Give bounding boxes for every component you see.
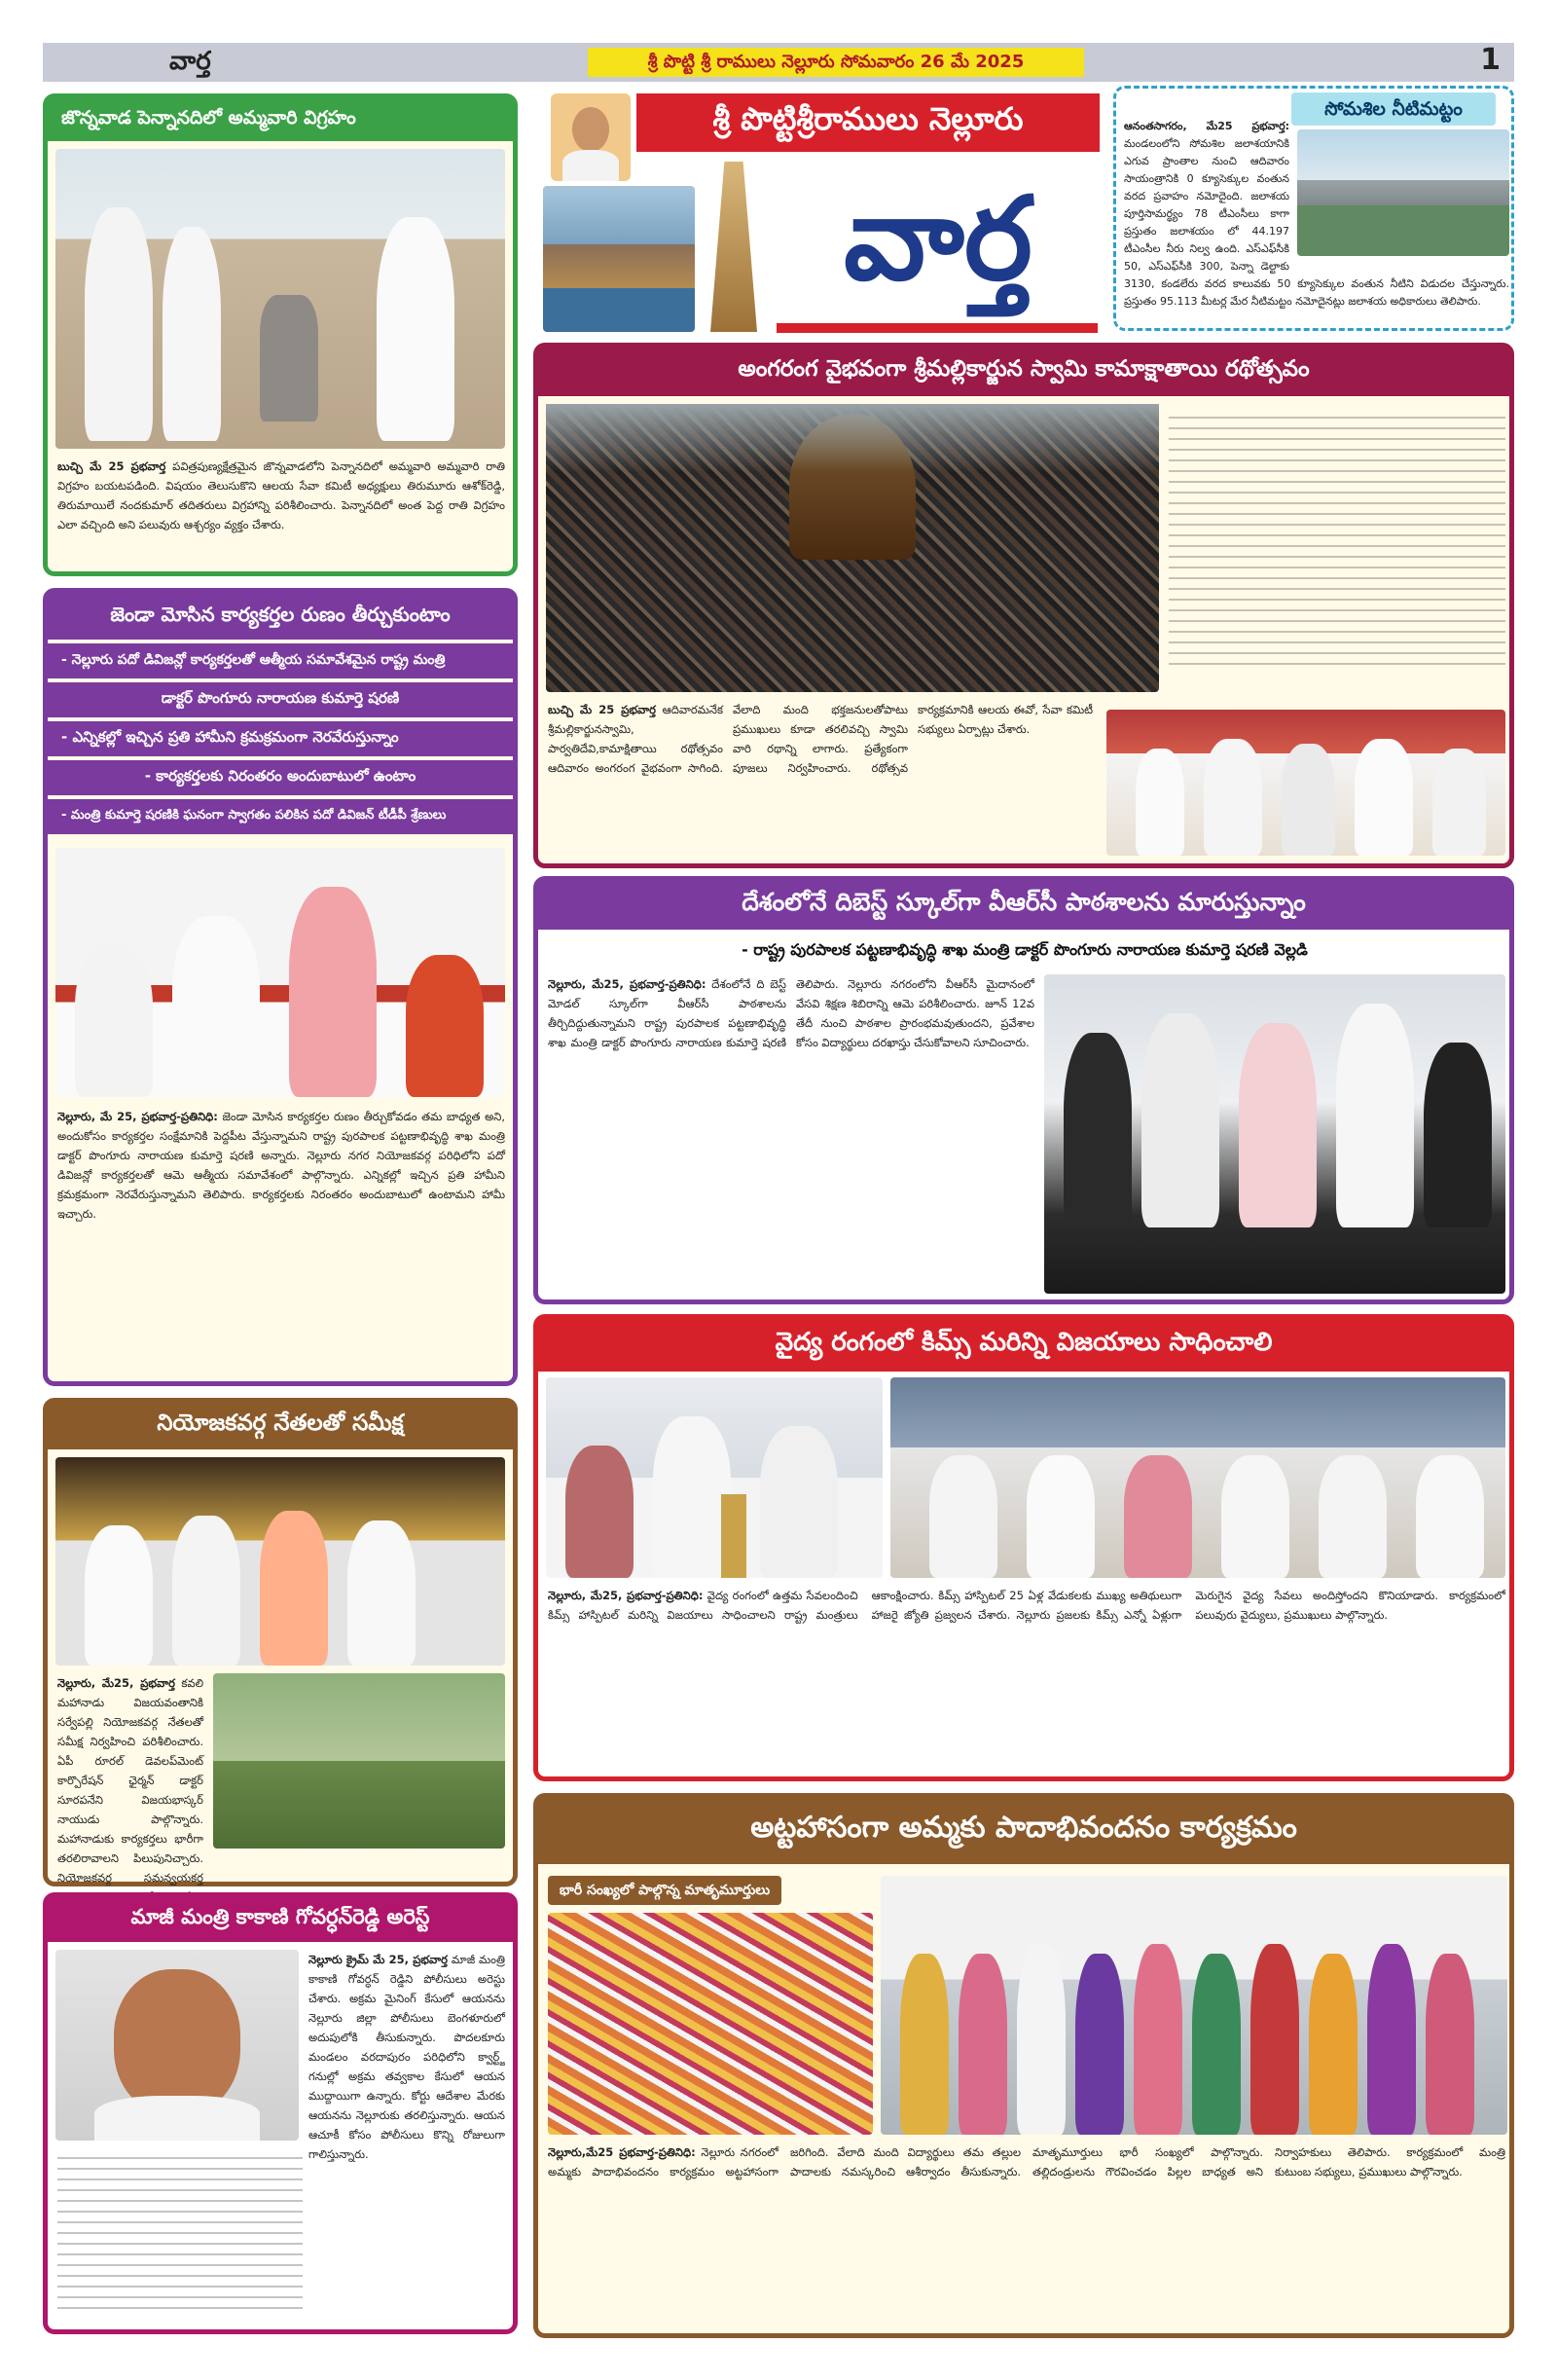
story-janda-body: జెండా మోసిన కార్యకర్తల రుణం తీర్చుకోవడం తమ బాధ్యత అని, అందుకోసం కార్యకర్తల సంక్షేమానికి పెద్దపీట వేస్తున్నామని రాష్ట్ర పురపాలక పట్టణాభివృద్ధి శాఖ మంత్రి డాక్టర్ పొంగూరు నారాయణ కుమార్తె షరణి అన్నారు. నెల్లూరు నగర నియోజకవర్గ పరిధిలోని పదో డివిజన్లో కార్యకర్తలతో ఆమె ఆత్మీయ సమావేశంలో పాల్గొన్నారు. ఎన్నికల్లో ఇచ్చిన ప్రతి హామీని క్రమక్రమంగా నెరవేరుస్తున్నామని తెలిపారు. కార్యకర్తలకు నిరంతరం అందుబాటులో ఉంటామని హామీ ఇచ్చారు. — [57, 1110, 506, 1221]
story-idol-lead: బుచ్చి మే 25 ప్రభవార్త — [57, 459, 166, 473]
story-review — [43, 1398, 518, 1886]
story-mothers — [533, 1793, 1514, 2338]
story-somasila — [1113, 86, 1514, 331]
story-mothers-headline: అట్టహాసంగా అమ్మకు పాదాభివందనం కార్యక్రమం — [538, 1798, 1509, 1864]
story-kims — [533, 1314, 1514, 1781]
story-idol-photo — [55, 149, 505, 449]
story-mothers-lead: నెల్లూరు,మే25 ప్రభవార్త-ప్రతినిధి: — [548, 2145, 696, 2159]
story-janda-text — [57, 1107, 505, 1381]
man-right — [377, 217, 454, 441]
story-arrest-headline: మాజీ మంత్రి కాకాణి గోవర్ధన్‌రెడ్డి అరెస్ట్ — [48, 1897, 513, 1942]
page-top-bar — [43, 43, 1514, 82]
man-mid — [163, 227, 221, 441]
masthead-collage — [543, 186, 695, 332]
story-arrest-lower-lines — [57, 2148, 303, 2329]
story-arrest-photo — [55, 1950, 299, 2141]
story-kims-headline: వైద్య రంగంలో కిమ్స్ మరిన్ని విజయాలు సాధించాలి — [538, 1319, 1509, 1372]
janda-bullet-3: - ఎన్నికల్లో ఇచ్చిన ప్రతి హామీని క్రమక్రమంగా నెరవేరుస్తున్నాం — [48, 721, 513, 756]
janda-bullet-4: - కార్యకర్తలకు నిరంతరం అందుబాటులో ఉంటాం — [48, 760, 513, 795]
story-arrest — [43, 1892, 518, 2334]
man-left — [85, 207, 153, 441]
story-chariot-headline: అంగరంగ వైభవంగా శ్రీమల్లికార్జున స్వామి కామాక్షాతాయి రథోత్సవం — [538, 348, 1509, 396]
story-janda-bullets — [48, 643, 513, 838]
story-kims-text — [548, 1586, 1505, 1776]
story-janda-lead: నెల్లూరు, మే 25, ప్రభవార్త-ప్రతినిధి: — [57, 1110, 218, 1123]
masthead-logo: వార్త — [844, 170, 1032, 306]
story-school-text — [548, 974, 1034, 1296]
masthead-underline — [777, 323, 1098, 333]
story-review-photo-stage — [55, 1457, 505, 1666]
story-janda-photo — [55, 848, 505, 1097]
masthead-portrait — [551, 93, 631, 181]
story-kims-photo-seated — [890, 1377, 1505, 1578]
story-kims-lead: నెల్లూరు, మే25, ప్రభవార్త-ప్రతినిధి: — [548, 1589, 704, 1602]
story-review-text — [57, 1673, 203, 1885]
story-mothers-photo-crowd — [548, 1913, 873, 2135]
story-somasila-text — [1124, 118, 1509, 326]
dam-photo — [1297, 129, 1509, 256]
masthead-district-band — [636, 93, 1100, 152]
story-school-subhead: - రాష్ట్ర పురపాలక పట్టణాభివృద్ధి శాఖ మంత్రి డాక్టర్ పొంగూరు నారాయణ కుమార్తె షరణి వెల్లడి — [742, 940, 1308, 959]
story-mothers-tag: భారీ సంఖ్యలో పాల్గొన్న మాతృమూర్తులు — [548, 1876, 781, 1905]
story-arrest-lead: నెల్లూరు క్రైమ్ మే 25, ప్రభవార్త — [308, 1953, 448, 1966]
story-school-lead: నెల్లూరు, మే25, ప్రభవార్త-ప్రతినిధి: — [548, 977, 706, 991]
story-idol-text — [57, 457, 505, 571]
story-mothers-text — [548, 2142, 1505, 2333]
story-idol-headline: జొన్నవాడ పెన్నానదిలో అమ్మవారి విగ్రహం — [48, 98, 513, 141]
story-kims-body: వైద్య రంగంలో ఉత్తమ సేవలందించి కిమ్స్ హాస్పిటల్ మరిన్ని విజయాలు సాధించాలని రాష్ట్ర మంత్రులు ఆకాంక్షించారు. కిమ్స్ హాస్పిటల్ 25 ఏళ్ల వేడుకలకు ముఖ్య అతిథులుగా హాజరై జ్యోతి ప్రజ్వలన చేశారు. నెల్లూరు ప్రజలకు కిమ్స్ ఎన్నో ఏళ్లుగా మెరుగైన వైద్య సేవలు అందిస్తోందని కొనియాడారు. కార్యక్రమంలో పలువురు వైద్యులు, ప్రముఖులు పాల్గొన్నారు. — [548, 1589, 1505, 1622]
story-somasila-headline: సోమశిల నీటిమట్టం — [1291, 92, 1496, 126]
story-chariot — [533, 343, 1514, 868]
story-review-body: కవలి మహానాడు విజయవంతానికి సర్వేపల్లి నియోజకవర్గ నేతలతో సమీక్ష నిర్వహించి పరిశీలించారు. ఏపీ రూరల్ డెవలప్‌మెంట్ కార్పొరేషన్ ఛైర్మన్ డాక్టర్ సూరపనేని విజయభాస్కర్ నాయుడు పాల్గొన్నారు. మహానాడుకు కార్యకర్తలు భారీగా తరలిరావాలని పిలుపునిచ్చారు. నియోజకవర్గ సమన్వయకర్త — [57, 1676, 203, 1885]
story-mothers-body: నెల్లూరు నగరంలో అమ్మకు పాదాభివందనం కార్యక్రమం అట్టహాసంగా జరిగింది. వేలాది మంది విద్యార్థులు తమ తల్లుల పాదాలకు నమస్కరించి ఆశీర్వాదం తీసుకున్నారు. మాతృమూర్తులు భారీ సంఖ్యలో పాల్గొన్నారు. తల్లిదండ్రులను గౌరవించడం పిల్లల బాధ్యత అని నిర్వాహకులు తెలిపారు. కార్యక్రమంలో మంత్రి కుటుంబ సభ్యులు, ప్రముఖులు పాల్గొన్నారు. — [548, 2145, 1505, 2179]
story-kims-photo-lamp — [546, 1377, 883, 1578]
story-school-headline: దేశంలోనే దిబెస్ట్ స్కూల్‌గా వీఆర్‌సీ పాఠశాలను మారుస్తున్నాం — [538, 881, 1509, 930]
masthead — [533, 93, 1100, 339]
masthead-temple — [710, 162, 757, 332]
story-chariot-text — [548, 700, 1093, 861]
story-janda-headline: జెండా మోసిన కార్యకర్తల రుణం తీర్చుకుంటాం — [48, 593, 513, 640]
story-review-headline: నియోజకవర్గ నేతలతో సమీక్ష — [48, 1403, 513, 1449]
story-school-photo — [1044, 974, 1505, 1294]
story-chariot-body: ఆదివారమనేక శ్రీమల్లికార్జునస్వామి, పార్వతిదేవి,కామాక్షితాయి రథోత్సవం ఆదివారం అంగరంగ వైభవంగా సాగింది. వేలాది మంది భక్తజనులతోపాటు ప్రముఖులు కూడా తరలివచ్చి స్వామి వారి రథాన్ని లాగారు. ప్రత్యేకంగా పూజలు నిర్వహించారు. రథోత్సవ కార్యక్రమానికి ఆలయ ఈవో, సేవా కమిటీ సభ్యులు ఏర్పాట్లు చేశారు. — [548, 703, 1093, 775]
story-review-lead: నెల్లూరు, మే25, ప్రభవార్త — [57, 1676, 175, 1690]
story-chariot-photo-crowd — [546, 404, 1159, 692]
idol-stone — [260, 295, 318, 421]
story-arrest-body: మాజీ మంత్రి కాకాణి గోవర్ధన్ రెడ్డిని పోలీసులు అరెస్టు చేశారు. అక్రమ మైనింగ్ కేసులో ఆయనను నెల్లూరు జిల్లా పోలీసులు బెంగళూరులో అదుపులోకి తీసుకున్నారు. పొదలకూరు మండలం వరదాపురం పరిధిలోని క్వార్ట్జ్ గనుల్లో అక్రమ తవ్వకాల కేసులో ఆయన ముద్దాయిగా ఉన్నారు. కోర్టు ఆదేశాల మేరకు ఆయనను నెల్లూరుకు తరలిస్తున్నారు. ఆయన ఆచూకీ కోసం పోలీసులు కొన్ని రోజులుగా గాలిస్తున్నారు. — [308, 1953, 506, 2161]
dateline: శ్రీ పొట్టి శ్రీ రాములు నెల్లూరు సోమవారం 26 మే 2025 — [588, 48, 1084, 77]
story-mothers-photo-group — [881, 1876, 1507, 2135]
story-chariot-right-lines — [1169, 408, 1505, 688]
story-school — [533, 876, 1514, 1304]
story-janda — [43, 588, 518, 1386]
story-somasila-lead: ఆనంతసాగరం, మే25 ప్రభవార్త: — [1124, 120, 1289, 132]
story-idol-body: పవిత్రపుణ్యక్షేత్రమైన జొన్నవాడలోని పెన్నానదిలో అమ్మవారి అమ్మవారి రాతి విగ్రహం బయటపడింది. విషయం తెలుసుకొని ఆలయ సేవా కమిటీ అధ్యక్షులు తిరుమూరు ఆశోక్‌రెడ్డి, తిరుమాయిలే నందకుమార్ తదితరులు విగ్రహాన్ని పరిశీలించారు. పెన్నానదిలో అంత పెద్ద రాతి విగ్రహం ఎలా వచ్చింది అని పలువురు ఆశ్చర్యం వ్యక్తం చేశారు. — [57, 459, 505, 531]
janda-bullet-1: - నెల్లూరు పదో డివిజన్లో కార్యకర్తలతో ఆత్మీయ సమావేశమైన రాష్ట్ర మంత్రి — [48, 643, 513, 678]
story-idol — [43, 93, 518, 576]
story-chariot-lead: బుచ్చి మే 25 ప్రభవార్త — [548, 703, 656, 716]
story-somasila-body: మండలంలోని సోమశిల జలాశయానికి ఎగువ ప్రాంతాల నుంచి ఆదివారం సాయంత్రానికి 0 క్యూసెక్కుల వంతున వరద ప్రవాహం నమోదైంది. జలాశయ పూర్తిసామర్థ్యం 78 టీఎంసీలు కాగా ప్రస్తుతం జలాశయం లో 44.197 టీఎంసీల నీరు నిల్వ ఉంది. ఎస్ఎఫ్‌సీకి 50, ఎస్ఎఫ్‌సీకి 300, పెన్నా డెల్టాకు 3130, కండలేరు వరద కాలువకు 50 క్యూసెక్కుల వంతున నీటిని విడుదల చేస్తున్నారు. ప్రస్తుతం 95.113 మీటర్ల మేర నీటిమట్టం నమోదైనట్లు జలాశయ అధికారులు తెలిపారు. — [1124, 137, 1509, 308]
story-review-photo-meeting — [213, 1673, 505, 1849]
janda-bullet-5: - మంత్రి కుమార్తె షరణికి ఘనంగా స్వాగతం పలికిన పదో డివిజన్ టీడీపీ శ్రేణులు — [48, 799, 513, 834]
story-arrest-text — [308, 1950, 505, 2329]
masthead-small: వార్త — [169, 47, 211, 76]
story-school-body: దేశంలోనే ది బెస్ట్ మోడల్ స్కూల్‌గా వీఆర్‌సీ పాఠశాలను తీర్చిదిద్దుతున్నామని రాష్ట్ర పురపాలక పట్టణాభివృద్ధి శాఖ మంత్రి డాక్టర్ పొంగూరు నారాయణ కుమార్తె షరణి తెలిపారు. నెల్లూరు నగరంలోని వీఆర్‌సీ మైదానంలో వేసవి శిక్షణ శిబిరాన్ని ఆమె పరిశీలించారు. జూన్ 12వ తేదీ నుంచి పాఠశాల ప్రారంభమవుతుందని, ప్రవేశాల కోసం విద్యార్థులు దరఖాస్తు చేసుకోవాలని సూచించారు. — [548, 977, 1034, 1049]
masthead-district: శ్రీ పొట్టిశ్రీరాములు నెల్లూరు — [712, 100, 1024, 137]
story-chariot-photo-group — [1106, 710, 1505, 856]
janda-bullet-2: డాక్టర్ పొంగూరు నారాయణ కుమార్తె షరణి — [48, 682, 513, 717]
page-number: 1 — [1480, 43, 1501, 77]
